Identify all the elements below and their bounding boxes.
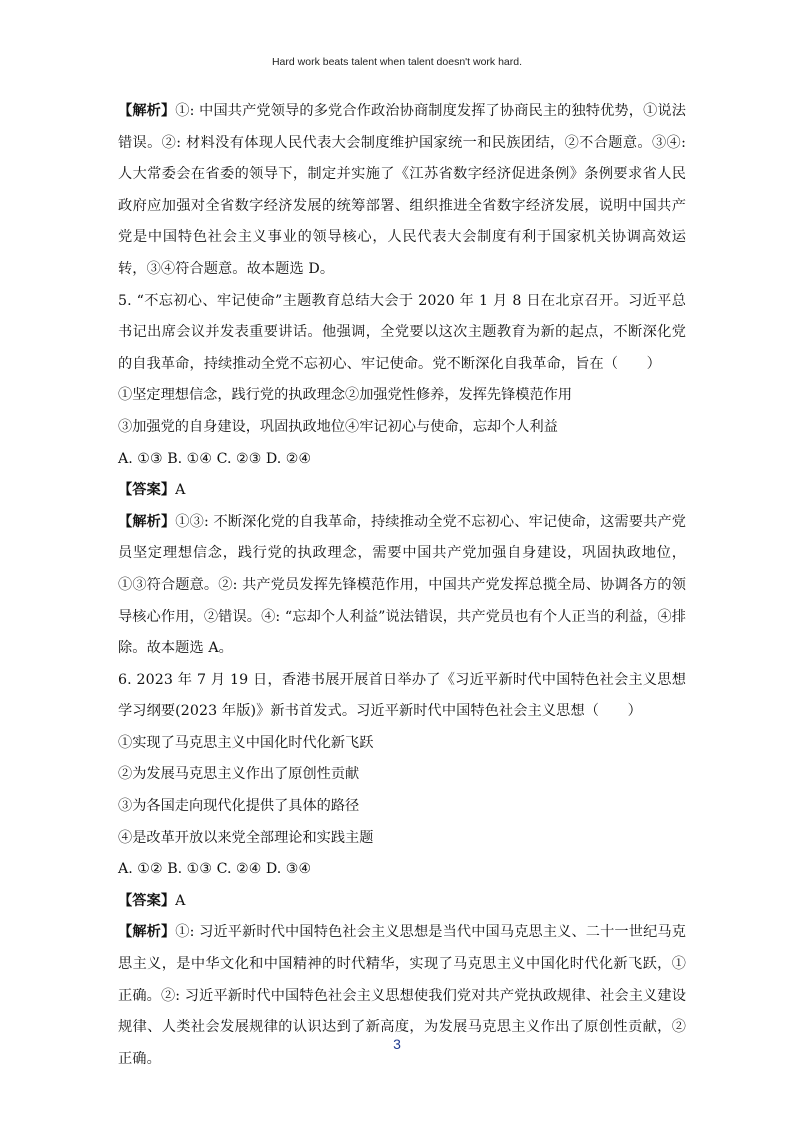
analysis-label: 【解析】 — [118, 924, 176, 941]
analysis-label: 【解析】 — [118, 513, 176, 530]
question-6-stem: 6. 2023 年 7 月 19 日，香港书展开展首日举办了《习近平新时代中国特色社会主义思想学习纲要(2023 年版)》新书首发式。习近平新时代中国特色社会主义思想（ ） — [118, 671, 686, 720]
question-5-option-line: ①坚定理想信念，践行党的执政理念②加强党性修养，发挥先锋模范作用 — [118, 387, 573, 404]
page-number: 3 — [393, 1036, 401, 1052]
question-6-option: ②为发展马克思主义作出了原创性贡献 — [118, 766, 360, 783]
question-5-option-line: ③加强党的自身建设，巩固执政地位④牢记初心与使命，忘却个人利益 — [118, 418, 558, 435]
analysis-paragraph-q5: 【解析】①③: 不断深化党的自我革命，持续推动全党不忘初心、牢记使命，这需要共产党员坚定理想信念，践行党的执政理念，需要中国共产党加强自身建设，巩固执政地位，①③符合题意。②: 共产党员发挥先锋模范作用，中国共产党发挥总揽全局、协调各方的领导核心作用，②错误。④: “忘却个人利益”说法错误，共产党员也有个人正当的利益，④排除。故本题选 A。 — [118, 513, 687, 657]
answer-q5: 【答案】A — [118, 482, 186, 499]
page-header: Hard work beats talent when talent doesn't work hard. — [271, 56, 523, 68]
analysis-paragraph-q6: 【解析】①: 习近平新时代中国特色社会主义思想是当代中国马克思主义、二十一世纪马克思主义，是中华文化和中国精神的时代精华，实现了马克思主义中国化时代化新飞跃，①正确。②: 习近平新时代中国特色社会主义思想使我们党对共产党执政规律、社会主义建设规律、人类社会发展规律的认识达到了新高度，为发展马克思主义作出了原创性贡献，②正确。 — [118, 924, 687, 1067]
question-5-stem: 5. “不忘初心、牢记使命”主题教育总结大会于 2020 年 1 月 8 日在北京召开。习近平总书记出席会议并发表重要讲话。他强调，全党要以这次主题教育为新的起点，不断深化党的自我革命，持续推动全党不忘初心、牢记使命。党不断深化自我革命，旨在（ ） — [118, 292, 686, 372]
answer-q6: 【答案】A — [118, 892, 186, 909]
analysis-paragraph-q4: 【解析】①: 中国共产党领导的多党合作政治协商制度发挥了协商民主的独特优势，①说法错误。②: 材料没有体现人民代表大会制度维护国家统一和民族团结，②不合题意。③④: 人大常委会在省委的领导下，制定并实施了《江苏省数字经济促进条例》条例要求省人民政府应加强对全省数字经济发展的统筹部署、组织推进全省数字经济发展，说明中国共产党是中国特色社会主义事业的领导核心，人民代表大会制度有利于国家机关协调高效运转，③④符合题意。故本题选 D。 — [118, 103, 687, 277]
question-6-option: ③为各国走向现代化提供了具体的路径 — [118, 798, 360, 815]
question-5-choices: A. ①③ B. ①④ C. ②③ D. ②④ — [118, 450, 312, 467]
answer-label: 【答案】 — [118, 482, 176, 499]
analysis-label: 【解析】 — [118, 103, 176, 119]
document-body — [118, 96, 686, 1075]
question-6-choices: A. ①② B. ①③ C. ②④ D. ③④ — [118, 861, 312, 878]
question-6-option: ①实现了马克思主义中国化时代化新飞跃 — [118, 734, 374, 751]
question-6-option: ④是改革开放以来党全部理论和实践主题 — [118, 829, 374, 846]
answer-label: 【答案】 — [118, 892, 176, 909]
